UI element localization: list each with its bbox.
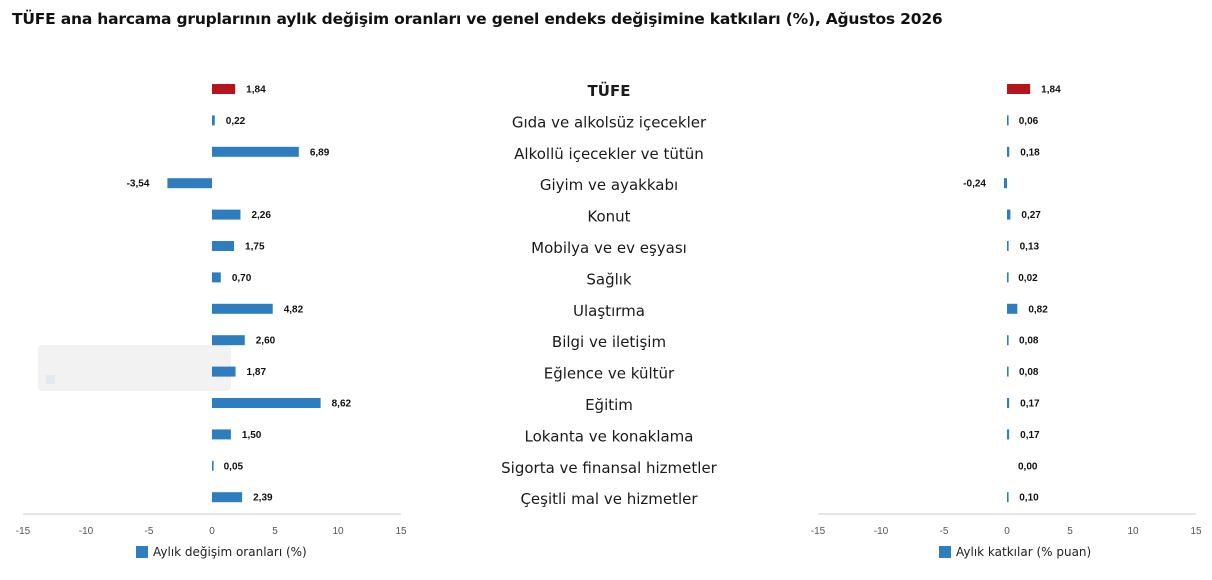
right-bar-2: [1007, 147, 1009, 157]
right-tick-label-3: 0: [1004, 526, 1010, 537]
right-value-label-8: 0,08: [1019, 335, 1039, 347]
right-bar-4: [1007, 210, 1010, 220]
category-label-6: Sağlık: [586, 270, 632, 289]
left-bar-1: [212, 115, 215, 125]
left-value-label-1: 0,22: [225, 115, 246, 127]
left-tick-label-6: 15: [395, 526, 407, 537]
right-value-label-2: 0,18: [1020, 147, 1040, 159]
left-tick-label-2: -5: [144, 526, 154, 537]
left-bar-11: [212, 429, 231, 439]
right-bar-10: [1007, 398, 1009, 408]
category-label-4: Konut: [587, 207, 631, 226]
left-bar-5: [212, 241, 234, 251]
right-bar-8: [1007, 335, 1009, 345]
left-value-label-7: 4,82: [283, 304, 304, 316]
right-value-label-0: 1,84: [1041, 84, 1061, 96]
right-tick-label-2: -5: [939, 526, 949, 537]
right-tick-label-6: 15: [1190, 526, 1202, 537]
left-value-label-11: 1,50: [241, 429, 262, 441]
right-legend-swatch: [939, 546, 951, 558]
left-bar-9: [212, 367, 236, 377]
right-tick-label-5: 10: [1127, 526, 1139, 537]
left-value-label-4: 2,26: [251, 210, 271, 222]
right-value-label-7: 0,82: [1028, 304, 1048, 316]
chart-title: TÜFE ana harcama gruplarının aylık değişim oranları ve genel endeks değişimine katkıları (%), Ağustos 2026: [12, 10, 943, 28]
left-tick-label-5: 10: [332, 526, 344, 537]
left-bar-0: [212, 84, 235, 94]
right-bar-3: [1004, 178, 1007, 188]
left-bar-2: [212, 147, 299, 157]
left-value-label-8: 2,60: [255, 335, 276, 347]
right-value-label-6: 0,02: [1018, 272, 1038, 284]
right-value-label-12: 0,00: [1018, 461, 1038, 473]
category-label-0: TÜFE: [587, 82, 631, 100]
left-bar-4: [212, 210, 240, 220]
category-label-2: Alkollü içecekler ve tütün: [514, 144, 704, 163]
category-label-5: Mobilya ve ev eşyası: [531, 239, 687, 257]
right-bar-7: [1007, 304, 1017, 314]
left-legend-label: Aylık değişim oranları (%): [153, 545, 307, 559]
left-tick-label-3: 0: [209, 526, 215, 537]
left-bar-12: [212, 461, 214, 471]
left-bar-6: [212, 272, 221, 282]
left-legend-swatch: [136, 546, 148, 558]
right-bar-11: [1007, 429, 1009, 439]
left-value-label-10: 8,62: [331, 398, 352, 410]
right-tick-label-1: -10: [873, 526, 889, 537]
right-value-label-13: 0,10: [1019, 492, 1039, 504]
right-bar-9: [1007, 367, 1009, 377]
left-tick-label-1: -10: [78, 526, 94, 537]
category-label-13: Çeşitli mal ve hizmetler: [520, 490, 698, 509]
right-bar-1: [1007, 115, 1009, 125]
left-value-label-12: 0,05: [223, 461, 244, 473]
left-value-label-6: 0,70: [231, 272, 252, 284]
left-value-label-5: 1,75: [245, 241, 265, 253]
category-label-11: Lokanta ve konaklama: [524, 427, 694, 446]
left-bar-7: [212, 304, 273, 314]
left-tick-label-4: 5: [272, 526, 278, 537]
left-value-label-9: 1,87: [246, 367, 267, 379]
left-value-label-2: 6,89: [309, 147, 330, 159]
right-value-label-10: 0,17: [1020, 398, 1040, 410]
right-tick-label-0: -15: [810, 526, 826, 537]
left-value-label-13: 2,39: [253, 492, 273, 504]
left-bar-10: [212, 398, 321, 408]
right-bar-6: [1007, 272, 1009, 282]
right-value-label-4: 0,27: [1021, 210, 1041, 222]
left-tick-label-0: -15: [15, 526, 31, 537]
category-label-10: Eğitim: [585, 396, 633, 414]
category-label-12: Sigorta ve finansal hizmetler: [501, 458, 717, 477]
category-label-1: Gıda ve alkolsüz içecekler: [511, 113, 707, 132]
left-value-label-3: -3,54: [126, 178, 150, 190]
left-bar-13: [212, 492, 242, 502]
right-value-label-5: 0,13: [1019, 241, 1040, 253]
right-value-label-11: 0,17: [1020, 429, 1040, 441]
right-legend-label: Aylık katkılar (% puan): [956, 545, 1092, 559]
right-value-label-1: 0,06: [1018, 115, 1039, 127]
left-value-label-0: 1,84: [246, 84, 266, 96]
right-value-label-3: -0,24: [963, 178, 986, 190]
left-bar-8: [212, 335, 245, 345]
right-value-label-9: 0,08: [1019, 367, 1039, 379]
right-bar-5: [1007, 241, 1009, 251]
category-label-7: Ulaştırma: [573, 301, 645, 320]
category-label-8: Bilgi ve iletişim: [551, 333, 667, 352]
left-bar-3: [167, 178, 212, 188]
right-bar-0: [1007, 84, 1030, 94]
category-label-9: Eğlence ve kültür: [543, 364, 675, 383]
category-label-3: Giyim ve ayakkabı: [539, 176, 679, 195]
right-bar-13: [1007, 492, 1009, 502]
right-tick-label-4: 5: [1067, 526, 1073, 537]
